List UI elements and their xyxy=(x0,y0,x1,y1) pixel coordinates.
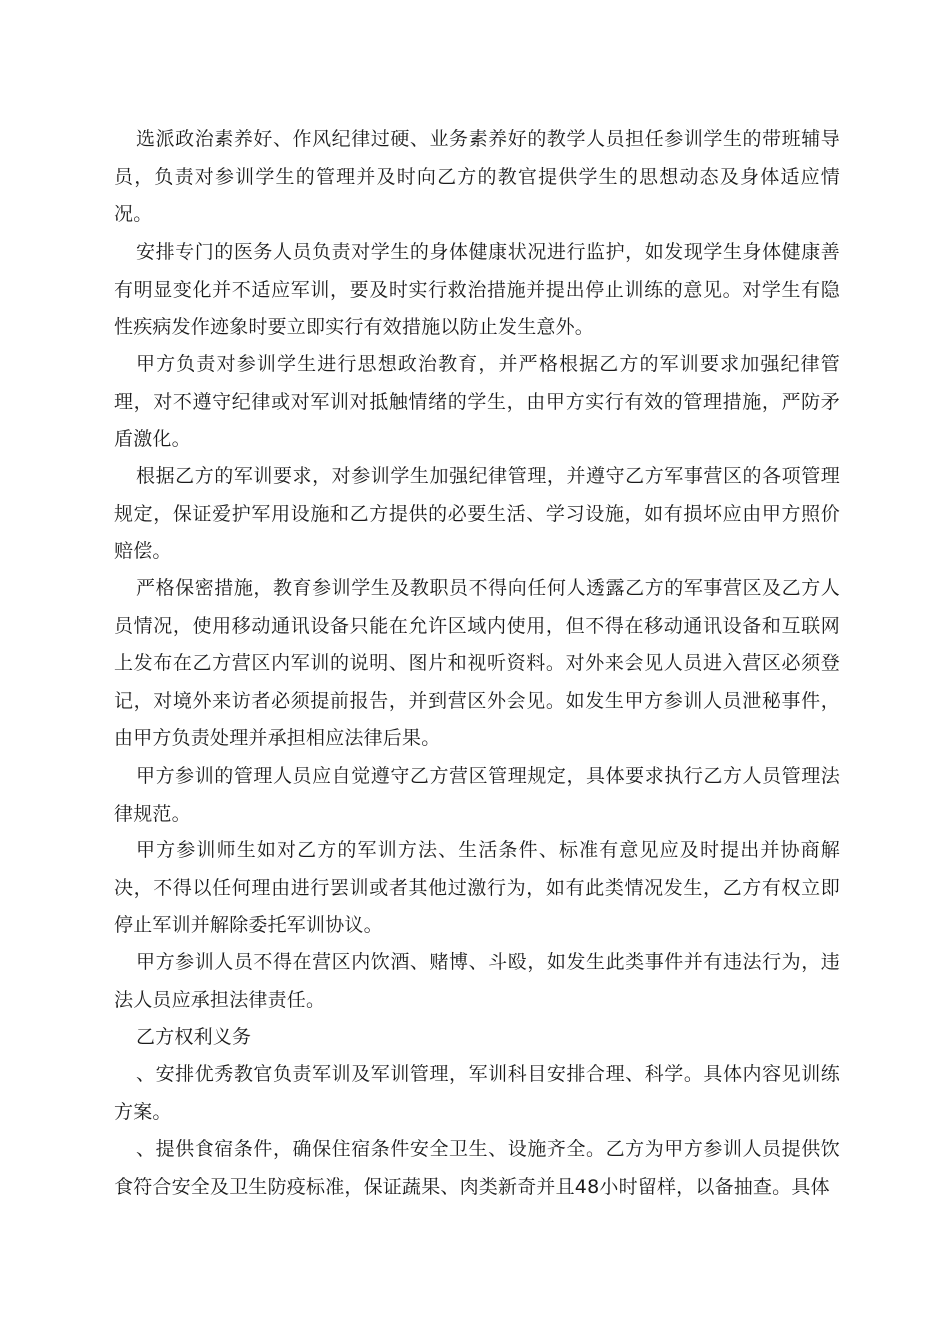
paragraph-10: 、提供食宿条件，确保住宿条件安全卫生、设施齐全。乙方为甲方参训人员提供饮食符合安全及卫生防疫标准，保证蔬果、肉类新奇并且48小时留样，以备抽查。具体 xyxy=(114,1138,840,1198)
paragraph-6: 甲方参训的管理人员应自觉遵守乙方营区管理规定，具体要求执行乙方人员管理法律规范。 xyxy=(114,765,840,825)
paragraph-3: 甲方负责对参训学生进行思想政治教育，并严格根据乙方的军训要求加强纪律管理，对不遵守纪律或对军训对抵触情绪的学生，由甲方实行有效的管理措施，严防矛盾激化。 xyxy=(114,353,840,450)
paragraph-1: 选派政治素养好、作风纪律过硬、业务素养好的教学人员担任参训学生的带班辅导员，负责对参训学生的管理并及时向乙方的教官提供学生的思想动态及身体适应情况。 xyxy=(114,128,840,225)
paragraph-5: 严格保密措施，教育参训学生及教职员不得向任何人透露乙方的军事营区及乙方人员情况，使用移动通讯设备只能在允许区域内使用，但不得在移动通讯设备和互联网上发布在乙方营区内军训的说明、图片和视听资料。对外来会见人员进入营区必须登记，对境外来访者必须提前报告，并到营区外会见。如发生甲方参训人员泄秘事件，由甲方负责处理并承担相应法律后果。 xyxy=(114,577,840,749)
paragraph-4: 根据乙方的军训要求，对参训学生加强纪律管理，并遵守乙方军事营区的各项管理规定，保证爱护军用设施和乙方提供的必要生活、学习设施，如有损坏应由甲方照价赔偿。 xyxy=(114,465,840,562)
paragraph-8: 甲方参训人员不得在营区内饮酒、赌博、斗殴，如发生此类事件并有违法行为，违法人员应承担法律责任。 xyxy=(114,951,840,1011)
section-heading: 乙方权利义务 xyxy=(136,1026,252,1048)
paragraph-9: 、安排优秀教官负责军训及军训管理，军训科目安排合理、科学。具体内容见训练方案。 xyxy=(114,1063,840,1123)
paragraph-2: 安排专门的医务人员负责对学生的身体健康状况进行监护，如发现学生身体健康善有明显变化并不适应军训，要及时实行救治措施并提出停止训练的意见。对学生有隐性疾病发作迹象时要立即实行有效措施以防止发生意外。 xyxy=(114,241,840,338)
paragraph-7: 甲方参训师生如对乙方的军训方法、生活条件、标准有意见应及时提出并协商解决，不得以任何理由进行罢训或者其他过激行为，如有此类情况发生，乙方有权立即停止军训并解除委托军训协议。 xyxy=(114,839,840,936)
